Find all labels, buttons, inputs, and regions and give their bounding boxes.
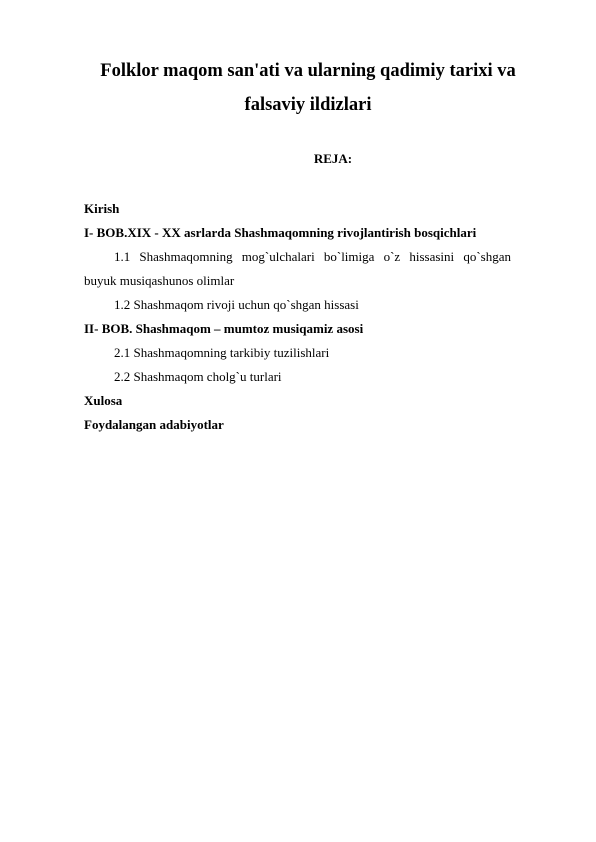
toc-item-section-2-1: 2.1 Shashmaqomning tarkibiy tuzilishlari	[114, 345, 330, 360]
plan-heading: REJA:	[313, 151, 353, 166]
toc-item-conclusion: Xulosa	[84, 393, 123, 408]
document-title-line-2: falsaviy ildizlari	[244, 95, 372, 115]
toc-item-section-2-2: 2.2 Shashmaqom cholg`u turlari	[114, 369, 282, 384]
toc-item-introduction: Kirish	[84, 201, 120, 216]
document-title-line-1: Folklor maqom san'ati va ularning qadimiy tarixi va	[100, 61, 516, 81]
toc-item-chapter-1: I- BOB.XIX - XX asrlarda Shashmaqomning rivojlantirish bosqichlari	[84, 225, 477, 240]
toc-item-chapter-2: II- BOB. Shashmaqom – mumtoz musiqamiz asosi	[84, 321, 364, 336]
toc-item-references: Foydalangan adabiyotlar	[84, 417, 224, 432]
toc-item-section-1-2: 1.2 Shashmaqom rivoji uchun qo`shgan hissasi	[114, 297, 359, 312]
toc-item-section-1-1: 1.1 Shashmaqomning mog`ulchalari bo`limiga o`z hissasini qo`shgan buyuk musiqashunos olimlar	[84, 249, 511, 288]
table-of-contents	[84, 197, 511, 437]
